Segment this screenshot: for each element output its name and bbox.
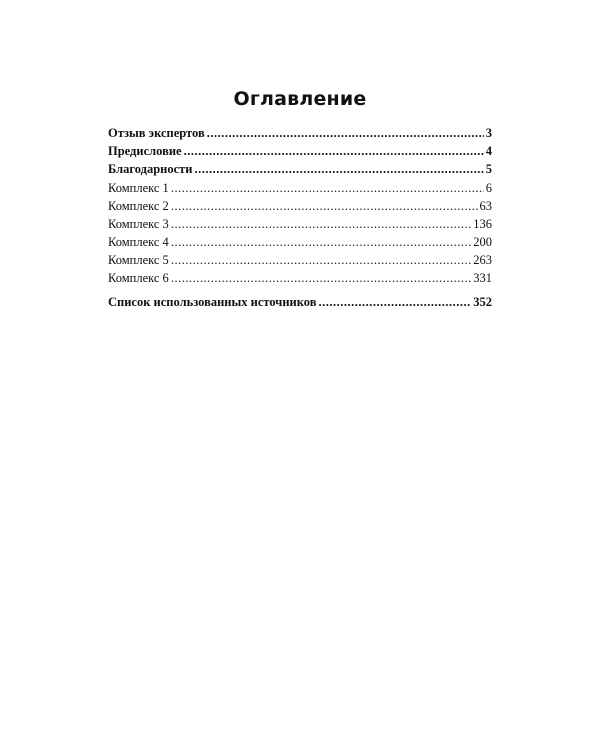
dot-leader — [195, 160, 484, 178]
toc-entry-label: Комплекс 1 — [108, 181, 169, 195]
toc-entry-label: Комплекс 4 — [108, 235, 169, 249]
toc-entry-page: 352 — [473, 295, 492, 309]
toc-entry-label: Предисловие — [108, 144, 182, 158]
page-title: Оглавление — [233, 88, 367, 110]
toc-entry-label: Комплекс 2 — [108, 199, 169, 213]
toc-entry-complex-1[interactable] — [108, 179, 492, 197]
toc-entry-label: Комплекс 6 — [108, 271, 169, 285]
dot-leader — [207, 124, 484, 142]
toc-entry-page: 263 — [473, 253, 492, 267]
toc-entry-references[interactable] — [108, 293, 492, 311]
dot-leader — [171, 269, 471, 287]
dot-leader — [318, 293, 471, 311]
dot-leader — [171, 197, 478, 215]
table-of-contents — [108, 124, 492, 311]
toc-entry-complex-2[interactable] — [108, 197, 492, 215]
toc-entry-page: 200 — [473, 235, 492, 249]
dot-leader — [184, 142, 484, 160]
toc-entry-experts-review[interactable] — [108, 124, 492, 142]
dot-leader — [171, 251, 471, 269]
toc-entry-page: 6 — [485, 181, 492, 195]
dot-leader — [171, 179, 484, 197]
toc-entry-page: 136 — [473, 217, 492, 231]
toc-entry-label: Список использованных источников — [108, 295, 317, 309]
toc-entry-complex-6[interactable] — [108, 269, 492, 287]
toc-entry-page: 4 — [485, 144, 492, 158]
toc-entry-acknowledgements[interactable] — [108, 160, 492, 178]
toc-entry-complex-4[interactable] — [108, 233, 492, 251]
dot-leader — [171, 233, 471, 251]
dot-leader — [171, 215, 471, 233]
toc-entry-page: 331 — [473, 271, 492, 285]
toc-entry-label: Благодарности — [108, 162, 193, 176]
toc-entry-complex-5[interactable] — [108, 251, 492, 269]
toc-entry-complex-3[interactable] — [108, 215, 492, 233]
toc-entry-label: Комплекс 5 — [108, 253, 169, 267]
toc-entry-page: 5 — [485, 162, 492, 176]
toc-entry-label: Отзыв экспертов — [108, 126, 205, 140]
toc-entry-page: 3 — [485, 126, 492, 140]
toc-entry-preface[interactable] — [108, 142, 492, 160]
toc-entry-label: Комплекс 3 — [108, 217, 169, 231]
toc-entry-page: 63 — [479, 199, 492, 213]
